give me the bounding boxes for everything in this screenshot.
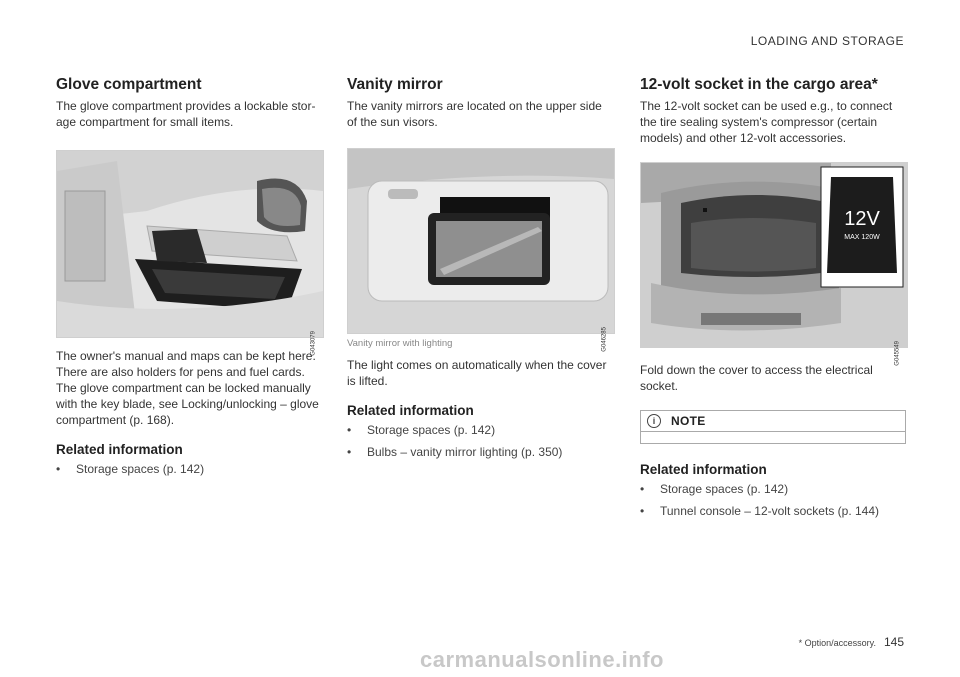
page-number: 145 bbox=[883, 635, 904, 649]
socket-section bbox=[640, 76, 906, 525]
socket-label-max: MAX 120W bbox=[844, 234, 880, 241]
glove-related-title: Related information bbox=[56, 442, 183, 457]
glove-compartment-section bbox=[56, 76, 322, 483]
socket-related-link-storage[interactable]: • Storage spaces (p. 142) bbox=[640, 482, 789, 496]
socket-figure-code: G045549 bbox=[895, 341, 901, 366]
socket-title: 12-volt socket in the cargo area* bbox=[640, 76, 878, 93]
vanity-title: Vanity mirror bbox=[347, 76, 443, 93]
section-header: LOADING AND STORAGE bbox=[750, 34, 904, 48]
socket-related-link-tunnel[interactable]: • Tunnel console – 12-volt sockets (p. 144) bbox=[640, 504, 880, 518]
page-footer bbox=[799, 635, 904, 649]
glove-related-list bbox=[56, 461, 322, 477]
footnote: * Option/accessory. bbox=[798, 638, 876, 648]
glove-figure-code: G043079 bbox=[311, 331, 317, 356]
glove-related-link-storage[interactable]: • Storage spaces (p. 142) bbox=[56, 462, 205, 476]
vanity-intro: The vanity mirrors are located on the upper side of the sun visors. bbox=[347, 99, 602, 129]
socket-body: Fold down the cover to access the electrical socket. bbox=[640, 363, 873, 393]
cargo-socket-illustration bbox=[641, 163, 907, 347]
vanity-mirror-illustration bbox=[348, 149, 614, 333]
socket-label-12v: 12V bbox=[844, 208, 880, 230]
vanity-body: The light comes on automatically when the cover is lifted. bbox=[347, 358, 607, 388]
note-box bbox=[640, 410, 906, 444]
vanity-mirror-section bbox=[347, 76, 613, 466]
note-header bbox=[641, 411, 905, 432]
watermark: carmanualsonline.info bbox=[420, 647, 664, 672]
vanity-related-list bbox=[347, 422, 613, 460]
glove-title: Glove compartment bbox=[56, 76, 202, 93]
cargo-socket-figure bbox=[640, 162, 908, 366]
glove-compartment-figure bbox=[56, 150, 324, 356]
vanity-related-link-bulbs[interactable]: • Bulbs – vanity mirror lighting (p. 350) bbox=[347, 445, 563, 459]
socket-intro: The 12-volt socket can be used e.g., to connect the tire sealing system's compressor (certain models) and other 12-volt accessories. bbox=[640, 99, 893, 145]
glove-body: The owner's manual and maps can be kept here. There are also holders for pens and fuel cards. The glove compartment can be locked manually with the key blade, see Locking/unlocking – glove compartment (p. 168). bbox=[56, 349, 319, 427]
vanity-related-link-storage[interactable]: • Storage spaces (p. 142) bbox=[347, 423, 496, 437]
glove-intro: The glove compartment provides a lockable stor-age compartment for small items. bbox=[56, 99, 316, 129]
info-icon: i bbox=[647, 414, 661, 428]
socket-related-list bbox=[640, 481, 906, 519]
vanity-related-title: Related information bbox=[347, 403, 474, 418]
vanity-figure-code: G046285 bbox=[602, 327, 608, 352]
socket-related-title: Related information bbox=[640, 462, 767, 477]
vanity-caption: Vanity mirror with lighting bbox=[347, 338, 453, 349]
glove-compartment-illustration bbox=[57, 151, 323, 337]
note-label: NOTE bbox=[671, 414, 706, 428]
